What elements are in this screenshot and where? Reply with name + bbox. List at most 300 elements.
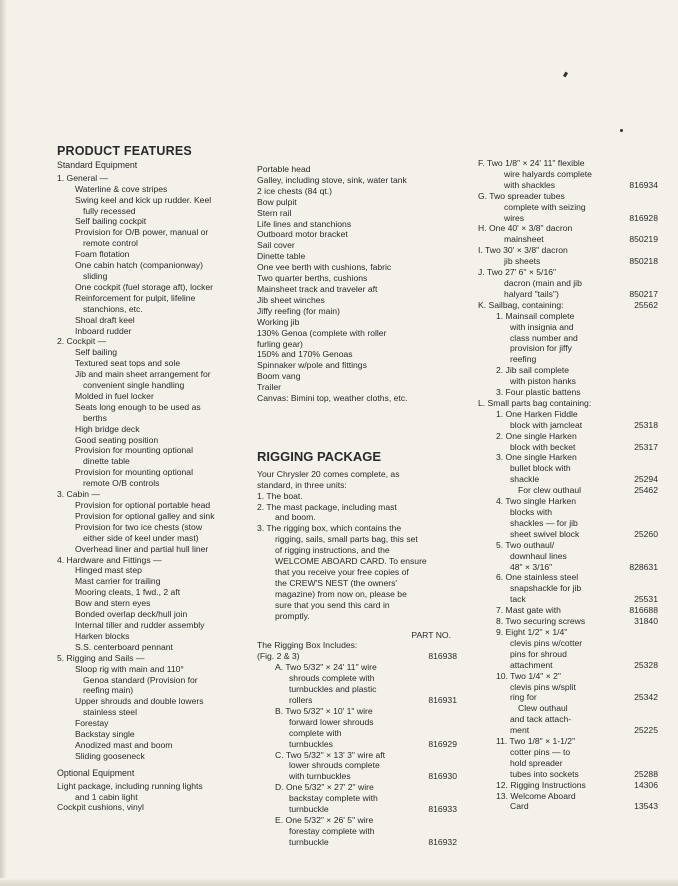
part-number — [652, 791, 658, 802]
item-text: 7. Mast gate with — [496, 605, 561, 616]
optional-line: Jib sheet winches — [257, 294, 325, 305]
rigging-item — [257, 760, 457, 771]
part-number — [652, 638, 658, 649]
ink-mark — [563, 72, 568, 78]
item-text: backstay complete with — [289, 793, 378, 804]
rigging-item — [478, 529, 658, 540]
rigging-item — [478, 300, 658, 311]
part-number: 850218 — [629, 256, 658, 267]
part-number — [652, 583, 658, 594]
equipment-line: Backstay single — [75, 729, 135, 740]
part-number: 25318 — [634, 419, 658, 430]
rigging-item — [478, 474, 658, 485]
item-text: class number and — [510, 332, 578, 343]
item-text: The Rigging Box Includes: — [257, 640, 358, 651]
part-number: 816931 — [428, 694, 457, 705]
rigging-item — [478, 213, 658, 224]
part-number: 25562 — [634, 299, 658, 310]
item-text: ring for — [510, 692, 537, 703]
item-text: D. One 5/32" × 27' 2" wire — [275, 782, 374, 793]
part-no-header: PART NO. — [411, 629, 451, 640]
equipment-line: 2. Cockpit — — [57, 336, 107, 347]
equipment-line: fully recessed — [83, 205, 136, 216]
part-number — [451, 673, 457, 684]
equipment-line: Self bailing — [75, 347, 118, 358]
part-number: 25462 — [634, 485, 658, 496]
rigging-item — [478, 605, 658, 616]
part-number: 816938 — [428, 651, 457, 662]
equipment-line: Hinged mast step — [75, 565, 142, 576]
item-text: 2. Jib sail complete — [496, 365, 570, 376]
item-text: block with jamcleat — [510, 419, 583, 430]
equipment-line: sliding — [83, 270, 108, 281]
rigging-item — [478, 289, 658, 300]
rigging-item — [257, 804, 457, 815]
item-text: complete with — [289, 727, 342, 738]
rigging-item — [257, 717, 457, 728]
rigging-item — [478, 714, 658, 725]
rigging-item — [257, 684, 457, 695]
rigging-item — [478, 758, 658, 769]
equipment-line: Shoal draft keel — [75, 314, 135, 325]
item-text: H. One 40' × 3/8" dacron — [478, 223, 573, 234]
intro-line: that you receive your free copies of — [275, 567, 409, 577]
intro-line: magazine) from now on, please be — [275, 588, 407, 599]
part-number — [652, 671, 658, 682]
equipment-line: Forestay — [75, 718, 109, 729]
rigging-item — [478, 431, 658, 442]
rigging-item — [478, 692, 658, 703]
part-number — [652, 365, 658, 376]
item-text: ment — [510, 725, 530, 736]
rigging-item — [257, 640, 457, 651]
optional-line: furling gear) — [257, 338, 303, 349]
rigging-item — [478, 322, 658, 333]
equipment-line: High bridge deck — [75, 423, 140, 434]
optional-line: Stern rail — [257, 207, 292, 218]
part-number — [652, 452, 658, 463]
part-number — [451, 782, 457, 793]
rigging-item — [478, 801, 658, 812]
intro-line: WELCOME ABOARD CARD. To ensure — [275, 556, 427, 567]
part-number — [652, 572, 658, 583]
optional-line: Mainsheet track and traveler aft — [257, 283, 378, 294]
item-text: complete with seizing — [504, 201, 586, 212]
part-number — [652, 540, 658, 551]
equipment-line: Foam flotation — [75, 249, 130, 260]
rigging-item — [478, 354, 658, 365]
equipment-line: Swing keel and kick up rudder. Keel — [75, 194, 212, 205]
item-text: turnbuckles — [289, 738, 333, 749]
part-number — [652, 267, 658, 278]
part-number — [652, 333, 658, 344]
page-bottom-shadow — [0, 878, 678, 886]
rigging-item — [478, 387, 658, 398]
equipment-line: Good seating position — [75, 434, 159, 445]
part-number: 25328 — [634, 659, 658, 670]
rigging-item — [478, 202, 658, 213]
intro-line: 3. The rigging box, which contains the — [257, 523, 402, 534]
rigging-package-title: RIGGING PACKAGE — [257, 448, 381, 464]
part-number — [652, 158, 658, 169]
part-number — [451, 717, 457, 728]
equipment-line: 1. General — — [57, 172, 109, 183]
intro-line: rigging, sails, small parts bag, this set — [275, 534, 418, 545]
rigging-item — [478, 223, 658, 234]
intro-line: promptly. — [275, 610, 310, 621]
equipment-line: Provision for O/B power, manual or — [75, 227, 209, 238]
item-text: 3. One single Harken — [496, 452, 577, 463]
part-number — [652, 551, 658, 562]
item-text: jib sheets — [504, 256, 541, 267]
part-number — [652, 387, 658, 398]
equipment-line: One cockpit (fuel storage aft), locker — [75, 281, 214, 292]
part-number: 25294 — [634, 474, 658, 485]
equipment-line: Bonded overlap deck/hull join — [75, 609, 188, 620]
item-text: shrouds complete with — [289, 673, 375, 684]
part-number — [451, 684, 457, 695]
part-number — [652, 245, 658, 256]
item-text: 9. Eight 1/2" × 1/4" — [496, 626, 568, 637]
item-text: turnbuckle — [289, 804, 329, 815]
part-number: 850219 — [629, 234, 658, 245]
rigging-item — [478, 671, 658, 682]
item-text: turnbuckles and plastic — [289, 684, 377, 695]
equipment-line: Provision for optional portable head — [75, 500, 211, 510]
optional-line: Cockpit cushions, vinyl — [57, 802, 144, 813]
part-number — [451, 826, 457, 837]
part-number: 816934 — [629, 179, 658, 190]
rigging-item — [478, 572, 658, 583]
part-number: 828631 — [629, 561, 658, 572]
equipment-line: Jib and main sheet arrangement for — [75, 369, 211, 380]
rigging-item — [478, 703, 658, 714]
rigging-item — [478, 562, 658, 573]
rigging-item — [478, 496, 658, 507]
part-number — [451, 706, 457, 717]
rigging-item — [478, 442, 658, 453]
item-text: and tack attach- — [510, 714, 572, 725]
part-number — [451, 662, 457, 673]
rigging-item — [257, 673, 457, 684]
item-text: sheet swivel block — [510, 528, 580, 539]
part-number: 816932 — [428, 836, 457, 847]
optional-line: 130% Genoa (complete with roller — [257, 327, 387, 338]
item-text: 13. Welcome Aboard — [496, 790, 576, 801]
equipment-line: Harken blocks — [75, 630, 130, 641]
rigging-item — [257, 706, 457, 717]
rigging-parts-list — [478, 158, 658, 812]
part-number: 816928 — [629, 212, 658, 223]
part-number: 816688 — [629, 605, 658, 616]
part-number — [652, 703, 658, 714]
rigging-item — [478, 376, 658, 387]
item-text: halyard "tails") — [504, 288, 559, 299]
rigging-item — [478, 769, 658, 780]
part-number: 25317 — [634, 441, 658, 452]
rigging-item — [478, 649, 658, 660]
part-number — [451, 728, 457, 739]
item-text: wires — [504, 212, 525, 223]
optional-line: 2 ice chests (84 qt.) — [257, 185, 332, 196]
equipment-line: Molded in fuel locker — [75, 390, 154, 401]
equipment-line: stanchions, etc. — [83, 303, 143, 314]
part-number — [652, 354, 658, 365]
part-number — [652, 463, 658, 474]
equipment-line: 3. Cabin — — [57, 489, 100, 500]
rigging-item — [478, 267, 658, 278]
item-text: with insignia and — [510, 321, 574, 332]
equipment-line: stainless steel — [83, 707, 137, 718]
equipment-line: Mooring cleats, 1 fwd., 2 aft — [75, 587, 181, 598]
item-text: reefing — [510, 354, 537, 365]
part-number: 25260 — [634, 528, 658, 539]
rigging-item — [478, 409, 658, 420]
page-edge-shadow — [0, 0, 7, 886]
rigging-item — [478, 638, 658, 649]
item-text: 8. Two securing screws — [496, 616, 586, 627]
equipment-line: One cabin hatch (companionway) — [75, 260, 204, 271]
item-text: For clew outhaul — [518, 485, 582, 496]
optional-line: Two quarter berths, cushions — [257, 273, 368, 284]
optional-line: Working jib — [257, 316, 300, 327]
equipment-line: 4. Hardware and Fittings — — [57, 554, 162, 565]
optional-line: Canvas: Bimini top, weather cloths, etc. — [257, 393, 408, 404]
equipment-line: remote control — [83, 238, 138, 249]
item-text: 6. One stainless steel — [496, 572, 579, 583]
equipment-line: Provision for two ice chests (stow — [75, 521, 203, 532]
part-number — [652, 649, 658, 660]
equipment-line: Inboard rudder — [75, 325, 132, 336]
part-number — [652, 322, 658, 333]
item-text: dacron (main and jib — [504, 277, 582, 288]
equipment-line: Waterline & cove stripes — [75, 183, 168, 194]
item-text: 4. Two single Harken — [496, 496, 577, 507]
item-text: rollers — [289, 694, 313, 705]
item-text: snapshackle for jib — [510, 583, 582, 594]
rigging-item — [257, 662, 457, 673]
optional-line: Bow pulpit — [257, 196, 297, 207]
equipment-line: Overhead liner and partial hull liner — [75, 543, 209, 554]
equipment-line: dinette table — [83, 456, 130, 467]
rigging-item — [478, 256, 658, 267]
rigging-item — [478, 191, 658, 202]
item-text: I. Two 30' × 3/8" dacron — [478, 245, 568, 256]
rigging-parts-column — [478, 158, 658, 812]
item-text: provision for jiffy — [510, 343, 572, 354]
part-number: 14306 — [634, 779, 658, 790]
equipment-line: Anodized mast and boom — [75, 739, 173, 750]
item-text: forestay complete with — [289, 825, 375, 836]
item-text: 10. Two 1/4" × 2" — [496, 670, 561, 681]
part-number — [451, 640, 457, 651]
rigging-item — [257, 782, 457, 793]
optional-line: Outboard motor bracket — [257, 229, 348, 240]
optional-line: 150% and 170% Genoas — [257, 349, 353, 360]
item-text: E. One 5/32" × 26' 5" wire — [275, 814, 374, 825]
equipment-line: Provision for mounting optional — [75, 467, 193, 478]
item-text: K. Sailbag, containing: — [478, 299, 564, 310]
rigging-item — [257, 728, 457, 739]
equipment-line: Provision for mounting optional — [75, 445, 193, 456]
part-number: 850217 — [629, 288, 658, 299]
part-number — [652, 627, 658, 638]
part-number: 816930 — [428, 771, 457, 782]
rigging-item — [478, 333, 658, 344]
rigging-item — [478, 234, 658, 245]
item-text: 12. Rigging Instructions — [496, 779, 586, 790]
standard-equipment-heading: Standard Equipment — [57, 159, 138, 170]
item-text: block with becket — [510, 441, 576, 452]
item-text: with shackles — [504, 179, 556, 190]
item-text: G. Two spreader tubes — [478, 190, 565, 201]
item-text: 48" × 3/16" — [510, 561, 553, 572]
item-text: L. Small parts bag containing: — [478, 397, 592, 408]
part-number: 31840 — [634, 616, 658, 627]
optional-line: Spinnaker w/pole and fittings — [257, 360, 367, 371]
optional-list-and-rigging-column — [257, 164, 457, 848]
item-text: 1. One Harken Fiddle — [496, 408, 578, 419]
optional-line: and 1 cabin light — [75, 791, 138, 802]
item-text: turnbuckle — [289, 836, 329, 847]
part-number — [652, 758, 658, 769]
intro-line: of rigging instructions, and the — [275, 545, 390, 556]
equipment-line: remote O/B controls — [83, 478, 160, 489]
equipment-line: convenient single handling — [83, 380, 185, 391]
rigging-item — [478, 747, 658, 758]
optional-line: Trailer — [257, 382, 282, 393]
part-number — [652, 518, 658, 529]
rigging-item — [478, 780, 658, 791]
rigging-item — [257, 695, 457, 706]
part-number — [652, 747, 658, 758]
part-number — [451, 750, 457, 761]
rigging-item — [478, 452, 658, 463]
optional-line: Dinette table — [257, 251, 306, 262]
rigging-item — [478, 278, 658, 289]
equipment-line: Sliding gooseneck — [75, 750, 145, 761]
part-number — [652, 431, 658, 442]
equipment-line: Internal tiller and rudder assembly — [75, 619, 205, 630]
part-number — [451, 815, 457, 826]
rigging-box-list — [257, 640, 457, 847]
optional-line: Jiffy reefing (for main) — [257, 305, 340, 316]
item-text: forward lower shrouds — [289, 716, 374, 727]
part-number — [652, 682, 658, 693]
item-text: Clew outhaul — [518, 703, 568, 714]
rigging-intro — [257, 469, 457, 622]
part-number — [652, 507, 658, 518]
rigging-item — [478, 398, 658, 409]
part-number: 816929 — [428, 738, 457, 749]
item-text: 2. One single Harken — [496, 430, 577, 441]
item-text: clevis pins w/split — [510, 681, 576, 692]
item-text: 11. Two 1/8" × 1-1/2" — [496, 736, 576, 747]
part-number — [652, 169, 658, 180]
intro-line: the CREW'S NEST (the owners' — [275, 577, 398, 588]
optional-equipment-list-continued — [257, 164, 457, 404]
intro-line: 1. The boat. — [257, 490, 303, 501]
intro-line: and boom. — [275, 512, 316, 523]
equipment-line: Reinforcement for pulpit, lifeline — [75, 292, 196, 303]
optional-line: Portable head — [257, 164, 311, 174]
item-text: lower shrouds complete — [289, 760, 380, 771]
rigging-item — [257, 837, 457, 848]
rigging-item — [257, 651, 457, 662]
rigging-item — [478, 660, 658, 671]
rigging-item — [478, 343, 658, 354]
part-number: 25531 — [634, 594, 658, 605]
rigging-item — [478, 463, 658, 474]
item-text: with piston hanks — [510, 376, 576, 387]
item-text: Card — [510, 801, 529, 812]
part-number — [652, 376, 658, 387]
part-number — [652, 311, 658, 322]
rigging-item — [257, 750, 457, 761]
part-number — [652, 714, 658, 725]
ink-dot — [620, 129, 623, 132]
optional-line: Galley, including stove, sink, water tank — [257, 174, 407, 185]
rigging-item — [478, 507, 658, 518]
item-text: with turnbuckles — [289, 771, 351, 782]
part-number — [451, 760, 457, 771]
item-text: tubes into sockets — [510, 768, 579, 779]
rigging-item — [478, 540, 658, 551]
item-text: bullet block with — [510, 463, 571, 474]
rigging-item — [478, 791, 658, 802]
item-text: 1. Mainsail complete — [496, 310, 575, 321]
product-features-column — [57, 146, 247, 813]
item-text: B. Two 5/32" × 10' 1" wire — [275, 705, 373, 716]
item-text: (Fig. 2 & 3) — [257, 651, 300, 662]
equipment-line: Upper shrouds and double lowers — [75, 696, 204, 707]
item-text: 5. Two outhaul/ — [496, 539, 555, 550]
intro-line: 2. The mast package, including mast — [257, 501, 397, 512]
item-text: shackles — for jib — [510, 517, 578, 528]
rigging-item — [478, 245, 658, 256]
rigging-item — [478, 311, 658, 322]
item-text: downhaul lines — [510, 550, 567, 561]
rigging-item — [478, 682, 658, 693]
item-text: blocks with — [510, 507, 553, 517]
rigging-item — [257, 739, 457, 750]
rigging-item — [478, 725, 658, 736]
item-text: C. Two 5/32" × 13' 3" wire aft — [275, 749, 386, 760]
part-number: 13543 — [634, 801, 658, 812]
part-number — [652, 223, 658, 234]
equipment-line: reefing main) — [83, 685, 134, 696]
item-text: wire halyards complete — [504, 168, 592, 179]
equipment-line: Mast carrier for trailing — [75, 576, 161, 587]
rigging-item — [257, 826, 457, 837]
part-number: 816933 — [428, 804, 457, 815]
item-text: cotter pins — to — [510, 746, 571, 757]
equipment-line: Provision for optional galley and sink — [75, 510, 215, 521]
optional-line: Light package, including running lights — [57, 780, 203, 791]
item-text: pins for shroud — [510, 648, 567, 659]
part-number — [652, 496, 658, 507]
rigging-item — [478, 583, 658, 594]
part-number: 25225 — [634, 725, 658, 736]
part-number — [451, 793, 457, 804]
part-number — [652, 736, 658, 747]
rigging-item — [478, 594, 658, 605]
equipment-line: S.S. centerboard pennant — [75, 641, 173, 652]
rigging-item — [478, 420, 658, 431]
part-number — [652, 278, 658, 289]
optional-equipment-list — [57, 781, 247, 814]
intro-line: sure that you send this card in — [275, 599, 390, 610]
